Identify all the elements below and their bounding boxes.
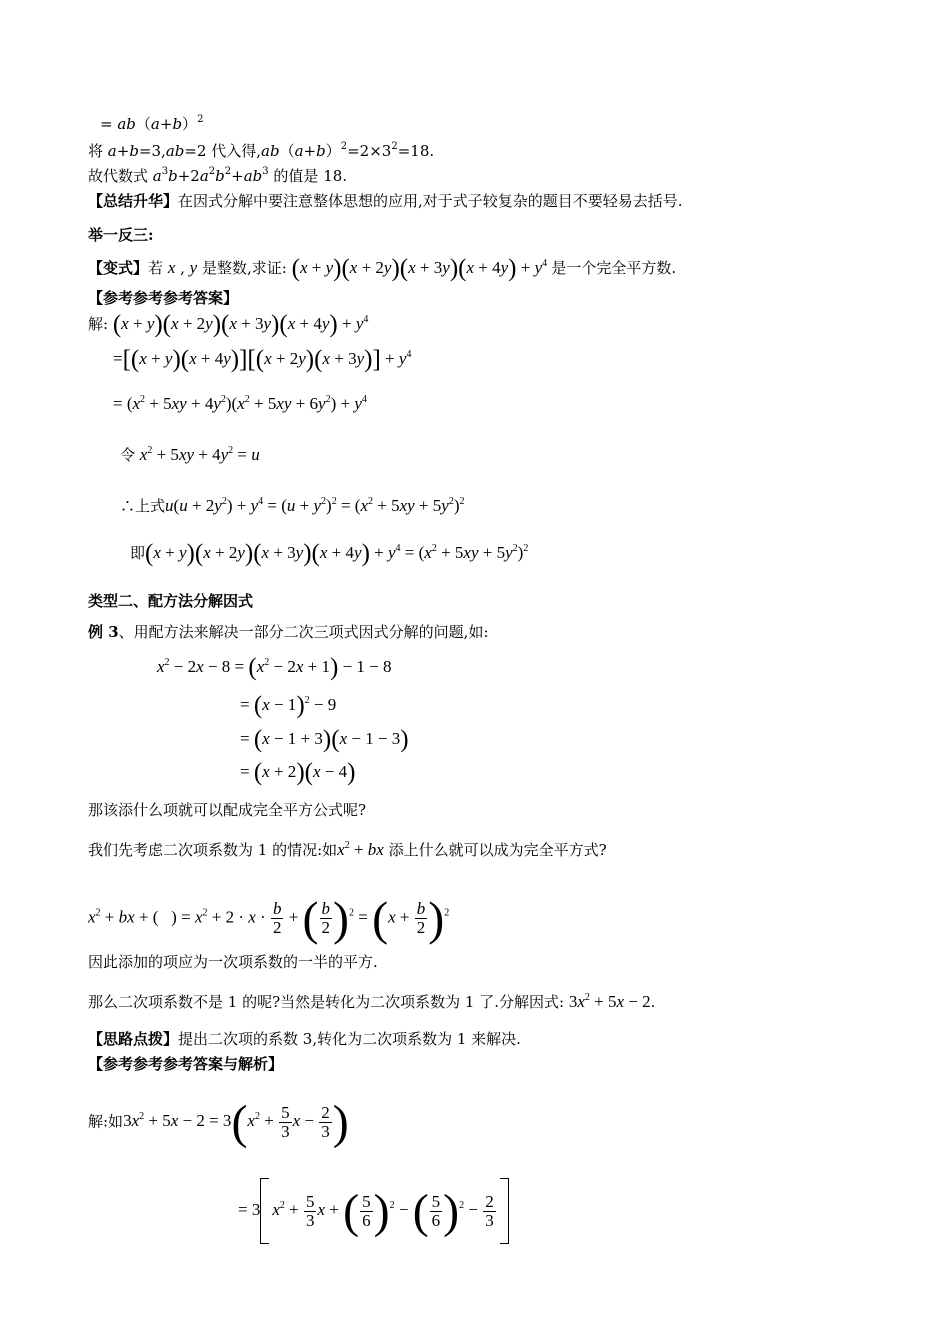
therefore-expr: $u(u + 2y^2) + y^4 = (u + y^2)^2 = (x^2 + 5xy + 5y^2)^2$ [165, 496, 465, 515]
summary-line [88, 191, 683, 211]
therefore-label: ∴上式 [120, 497, 166, 515]
question-2 [88, 840, 607, 860]
question-2-post: 添上什么就可以成为完全平方式? [388, 841, 607, 859]
solution-expr-1: $(x + y)(x + 2y)(x + 3y)(x + 4y) + y^4$ [112, 311, 369, 338]
solution-line-1 [88, 311, 369, 338]
answer-heading-2: 【参考参考参考答案与解析】 [88, 1055, 284, 1073]
summary-heading: 【总结升华】 [88, 192, 179, 210]
answer-heading: 【参考参考参考答案】 [88, 289, 239, 307]
variant-expression: $(x + y)(x + 2y)(x + 3y)(x + 4y) + y^4$ [291, 255, 548, 282]
ex3-step-3: = (x − 1 + 3)(x − 1 − 3) [240, 726, 409, 753]
example3-text: 、用配方法来解决一部分二次三项式因式分解的问题,如: [118, 623, 489, 641]
conclusion: 因此添加的项应为一次项系数的一半的平方. [88, 953, 378, 971]
solution2-line-1 [88, 1096, 349, 1150]
question-1: 那该添什么项就可以配成完全平方公式呢? [88, 801, 367, 819]
question-3-pre: 那么二次项系数不是 1 的呢?当然是转化为二次项系数为 1 了.分解因式: [88, 993, 565, 1011]
variant-post: 是一个完全平方数. [551, 259, 677, 277]
hint-line [88, 1029, 521, 1049]
frac-b-over-2: $\frac{b}{2}$ [272, 899, 282, 937]
var-y: y [189, 258, 198, 277]
question-3-expr: $3x^2 + 5x - 2$ [568, 992, 651, 1011]
line-expression-result [100, 114, 203, 134]
solution-expr-3: = $(x^2 + 5xy + 4y^2)(x^2 + 5xy + 6y^2) + y^4$ [113, 394, 367, 413]
summary-text: 在因式分解中要注意整体思想的应用,对于式子较复杂的题目不要轻易去括号. [178, 192, 683, 210]
example3-line [88, 622, 489, 642]
solution-label: 解: [88, 315, 109, 333]
variant-heading: 【变式】 [88, 259, 149, 277]
therefore-line [120, 496, 464, 516]
let-expr: $x^2 + 5xy + 4y^2 = u$ [139, 445, 260, 464]
section2-title: 类型二、配方法分解因式 [88, 592, 254, 610]
ex3-step-2: = $(x - 1)^2 - 9$ [240, 692, 337, 719]
frac-b-over-2-b: $\frac{b}{2}$ [416, 899, 426, 937]
variant-mid: 是整数,求证: [202, 259, 287, 277]
example3-label: 例 3 [88, 623, 119, 641]
line-value: 故代数式 $a^3b+2a^2b^2+ab^3$ 的值是 18. [88, 166, 348, 185]
frac-b-over-2-sq: $\frac{b}{2}$ [321, 899, 331, 937]
solution2-expr-2: = 3 $x^2$ + $\frac{5}{3}$ x + ( $\frac{5}{6}$ )$^2$ − ( $\frac{5}{6}$ )$^2$ − $\frac{2}{3}$ [238, 1178, 509, 1244]
question-3: 那么二次项系数不是 1 的呢?当然是转化为二次项系数为 1 了.分解因式: $3x^2 + 5x - 2$. [88, 992, 656, 1011]
let-line [120, 445, 260, 465]
ex3-step-4: = (x + 2)(x − 4) [240, 759, 356, 786]
line-substitute: 将 a+b=3,ab=2 代入得$,ab(a+b)^2=2\times 3^2=18$. [88, 141, 435, 160]
let-label: 令 [120, 446, 136, 464]
hint-heading: 【思路点拨】 [88, 1030, 179, 1048]
solution-expr-2: $=[(x + y)(x + 4y)][(x + 2y)(x + 3y)] + y^4$ [113, 346, 412, 373]
solution2-expr-1: $3x^2 + 5x - 2 = 3(x^2$ + $\frac{5}{3}$ x − $\frac{2}{3}$ ) [123, 1096, 349, 1150]
ex3-step-1: $x^2 - 2x - 8 = (x^2 - 2x + 1) - 1 - 8$ [157, 654, 392, 681]
namely-expr: $(x + y)(x + 2y)(x + 3y)(x + 4y) + y^4 = (x^2 + 5xy + 5y^2)^2$ [145, 540, 529, 567]
namely-line [130, 540, 529, 567]
variant-pre: 若 [148, 259, 164, 277]
hint-text: 提出二次项的系数 3,转化为二次项系数为 1 来解决. [178, 1030, 521, 1048]
expr-ab-ab-squared: = $ab(a+b)^2$ [100, 114, 204, 133]
question-2-expr: $x^2$ + bx [337, 840, 384, 859]
solution2-label: 解:如 [88, 1112, 124, 1131]
practice-title: 举一反三: [88, 226, 154, 244]
var-xy: x [167, 258, 176, 277]
complete-square-formula: $x^2$ + bx + ( ) = $x^2 + 2 \cdot x$ · $\frac{b}{2}$ + ( $\frac{b}{2}$ )$^2$ = (x + $\frac{b}{2}$ )$^2$ [88, 892, 450, 946]
variant-line: 【变式】若 x , y 是整数,求证: $(x + y)(x + 2y)(x + 3y)(x + 4y) + y^4$ 是一个完全平方数. [88, 255, 677, 282]
namely-label: 即 [130, 544, 146, 562]
question-2-pre: 我们先考虑二次项系数为 1 的情况:如 [88, 841, 338, 859]
